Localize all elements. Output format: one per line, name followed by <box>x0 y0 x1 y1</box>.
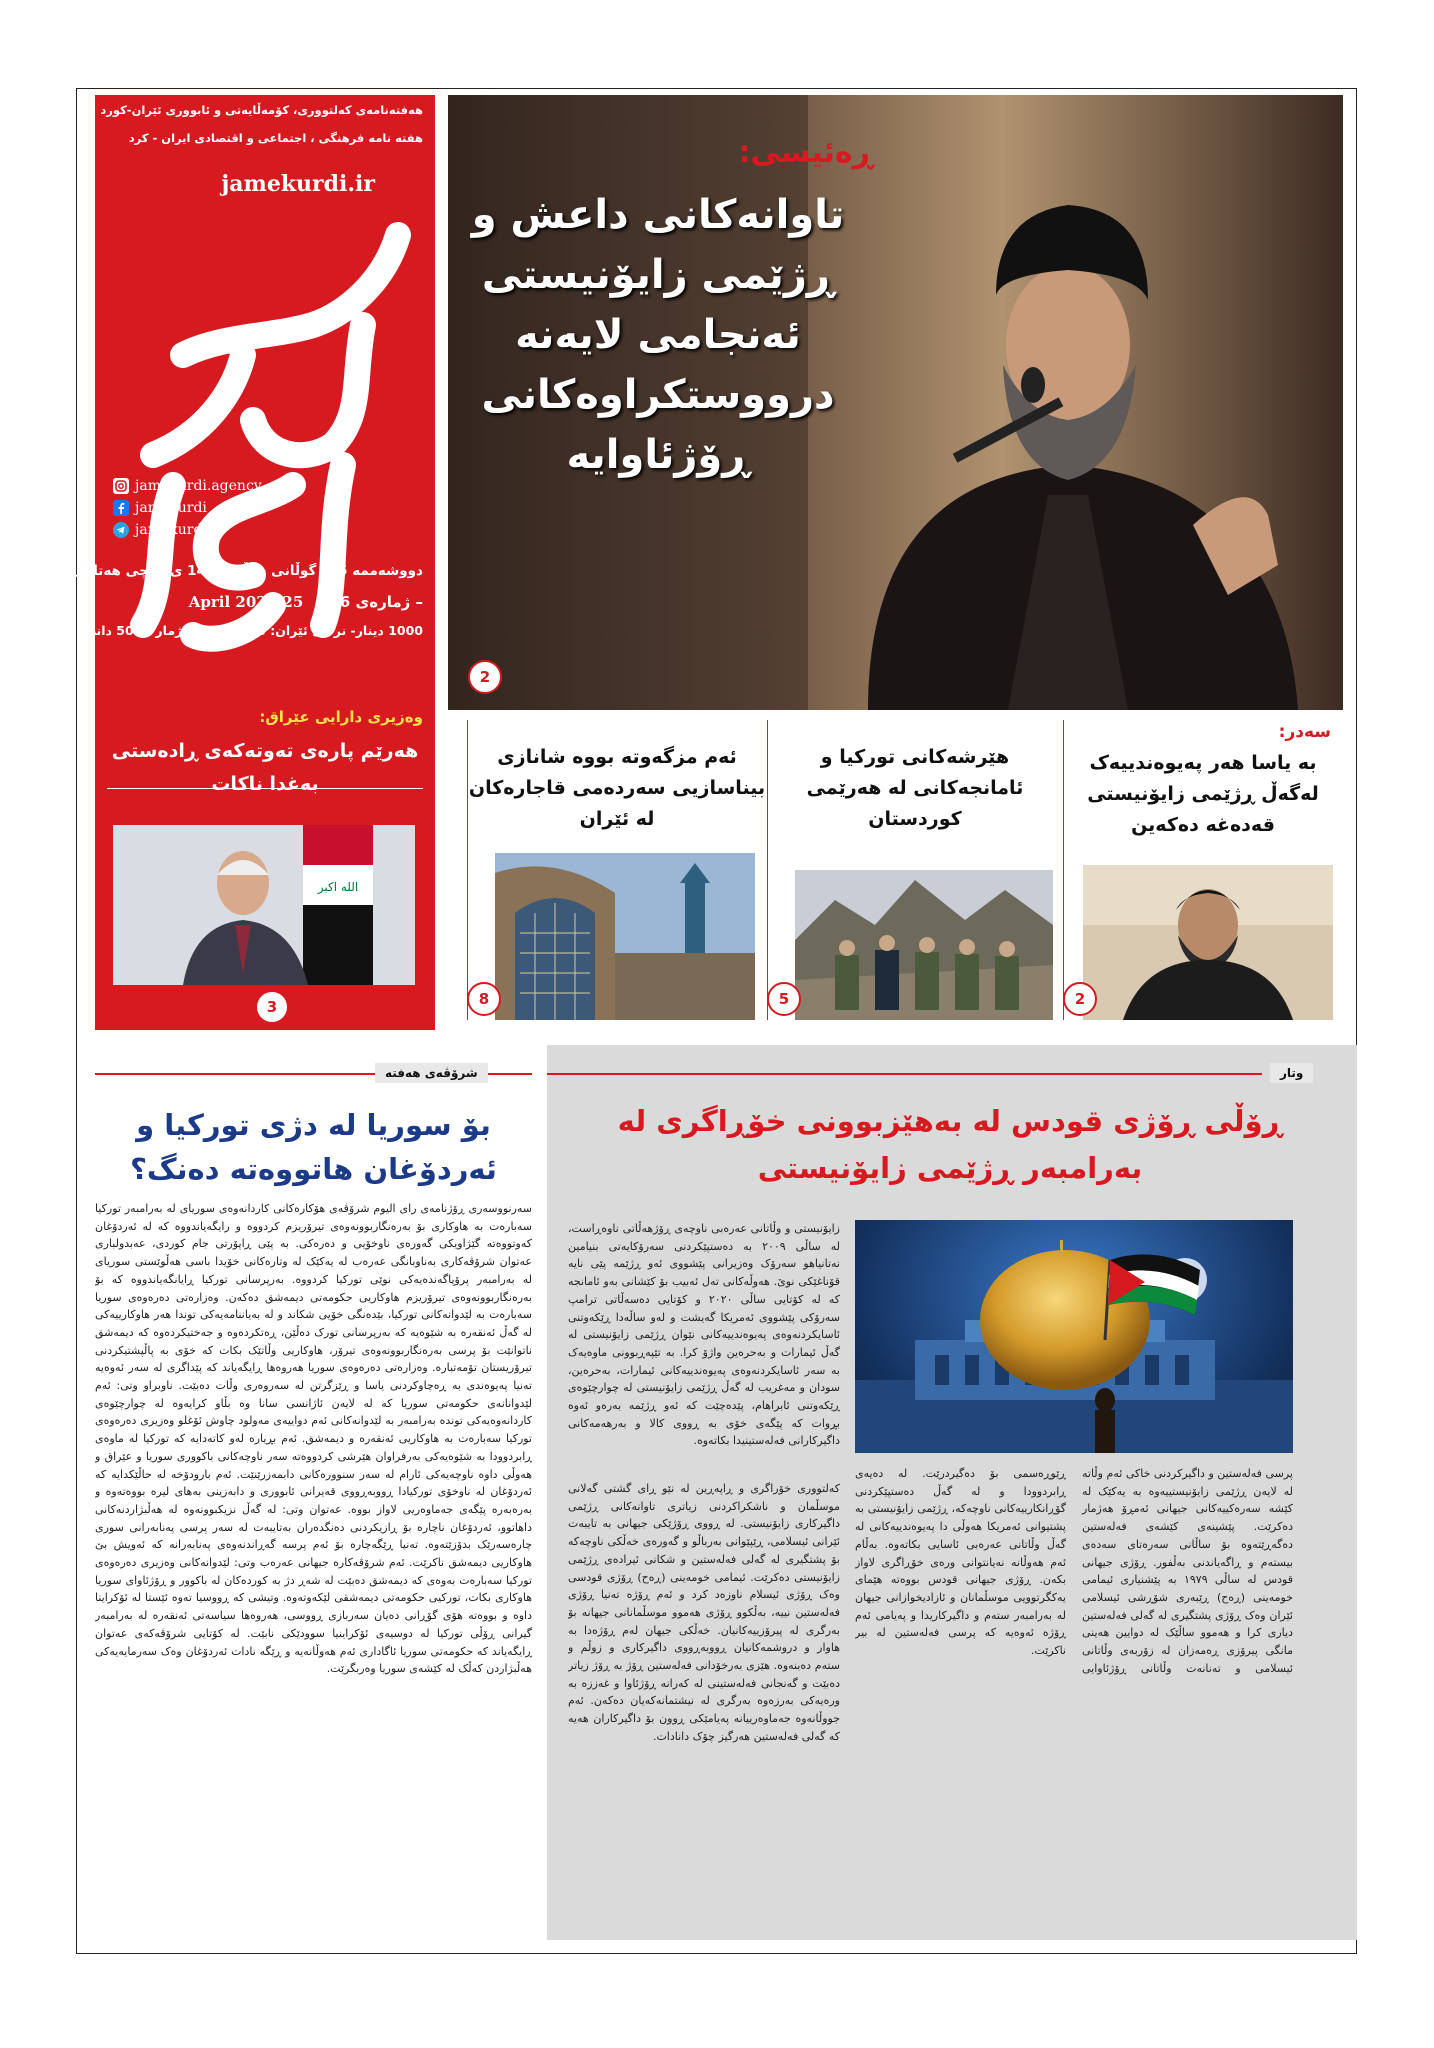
hero-page-badge[interactable]: 2 <box>468 660 502 694</box>
facebook-link[interactable] <box>113 500 207 516</box>
opinion-tag: وتار <box>1270 1063 1313 1083</box>
opinion-column-right: پرسی فەلەستین و داگیرکردنی خاکی ئەم وڵاتە لە لایەن ڕژێمی زایۆنیستییەوە بە یەکێک لە کێشە سەرەکییەکانی جیهانی ئەمڕۆ هەژمار دەکرێت. پێشینەی کێشەی فەلەستین دەگەڕێتەوە بۆ ساڵانی سەرەتای سەدەی بیستەم و ڕاگەیاندنی بەڵفور. ڕۆژی جیهانی قودس لە ساڵی ١٩٧٩ بە پێشنیاری ئیمامی خومەینی (ڕەح) ڕێبەری شۆڕشی ئیسلامی ئێران وەک ڕۆژی پشتگیری لە گەلی فەلەستین دیاری کرا و هەموو ساڵێک لە دوایین هەینی مانگی پیرۆزی ڕەمەزان لە زۆربەی وڵاتانی ئیسلامی و تەنانەت وڵاتانی ڕۆژئاوایی ڕێوڕەسمی بۆ دەگیردرێت. لە دەیەی ڕابردوودا و لە گەڵ دەستپێکردنی گۆڕانکارییەکانی ناوچەکە، ڕژێمی زایۆنیستی بە پشتیوانی ئەمریکا هەوڵی دا پەیوەندییەکانی لە گەڵ وڵاتانی عەرەبی ئاسایی بکاتەوە. بەڵام ئەم هەوڵانە نەیانتوانی ورەی خۆڕاگری لاواز بکەن. ڕۆژی جیهانی قودس بووەتە هێمای یەکگرتوویی موسڵمانان و ئازادیخوازانی جیهان لە بەرامبەر ستەم و داگیرکاریدا و پەیامی ئەم ڕۆژە ئەوەیە کە پرسی فەلەستین لە بیر ناکرێت. <box>855 1467 1293 1675</box>
teaser-page-badge[interactable]: 8 <box>467 982 501 1016</box>
side-article-title[interactable]: هەرێم پارەی تەوتەکەی ڕادەستی بەغدا ناکات <box>111 740 419 795</box>
mosque-photo <box>495 853 755 1020</box>
telegram-link[interactable] <box>113 522 207 538</box>
side-article-label: وەزیری دارایی عێراق: <box>259 708 423 726</box>
issue-date-kurdish: دووشەممە 5 ی گوڵانی ساڵی 1401 ی کۆچی هەتاوی <box>72 563 423 579</box>
minister-photo <box>113 825 415 985</box>
weekly-analysis-tag: شرۆڤەی هەفتە <box>375 1063 488 1083</box>
hero-label: ڕەئیسی: <box>738 135 873 170</box>
teaser-sadr[interactable] <box>1063 720 1343 1020</box>
opinion-column-left: کەلتووری خۆراگری و ڕاپەڕین لە نێو ڕای گشتی گەلانی موسڵمان و ناشکراکردنی زیاتری تاوانەکانی ڕژێمی داگیرکاری زایۆنیستی. لە ڕووی ڕۆژێکی جیهانی بە تایبەت ئێرانی ئیسلامی، ڕێپێوانی بەرباڵو و گەورەی خەڵکی ناوچەکە بۆ پشتگیری لە گەلی فەلەستین و شکانی ئیرادەی ڕژێمی زایۆنیستی دەکرێت. ئیمامی خومەینی (ڕەح) ڕۆژی قودسی وەک ڕۆژی ئیسلام ناوزەد کرد و ئەم ڕۆژە تەنیا ڕۆژی فەلەستین نییە، بەڵکوو ڕۆژی هەموو موسڵمانانی جیهانە بۆ بەرگری لە پیرۆزییەکانیان. خەڵکی جیهان لەم ڕۆژەدا بە هاوار و دروشمەکانیان ڕووبەڕووی داگیرکاری و زوڵم و ستەم دەبنەوە. هێزی بەرخۆدانی فەلەستین ڕۆژ بە ڕۆژ زیاتر دەبێت و گەنجانی فەلەستینی لە کەرانە ڕۆژئاوا و غەززە بە ورەیەکی بەرزەوە بەرگری لە نیشتمانەکەیان دەکەن. ئەم جووڵانەوە جەماوەرییانە پەیامێکی ڕوون بۆ داگیرکاران هەیە کە گەلی فەلەستین هەرگیز چۆک دانادات. <box>568 1482 840 1743</box>
instagram-link[interactable] <box>113 478 262 494</box>
weekly-analysis-body: سەرنووسەری ڕۆژنامەی رای الیوم شرۆڤەی هۆکارەکانی کاردانەوەی سوریای لە بەرامبەر تورکیا سەبارەت بە هاوکاری بۆ بەرەنگاربوونەوەی تیرۆریزم کردووە و رایگەیاندووە کە لە ئەردۆغان کەوتووەتە گێژاویکی گەورەی ناوخۆیی و دەرەکی. بە پێی ڕاپۆرتی جام کوردی، عەبدولباری عەتوان شرۆڤەکاری بەناوبانگی عەرەب لە یەکێک لە وتارەکانی خۆیدا باسی هەڵوێستی سوریای لە بەرامبەر پرۆپاگەندەیەکی نوێی تورکیا کردووە. بەرپرسانی تورکیا ڕایانگەیاندووە کە بۆ بەرەنگاربوونەوەی تیرۆریزم هاوکاریی حکومەتی دیمەشق دەکەن. وەزارەتی دەرەوەی سوریا سەبارەت بە لێدوانەکانی تورکیا، بێدەنگی خۆیی شکاند و لە بەیاننامەیەکی توندا هەر هاوکارییەکی لە گەڵ ئەنقەرە بە شێوەیە کە بەرپرسانی تورک دەڵێن، ڕەتکردەوە و جەختیکردەوە کە دیمەشق ناتوانێت بۆ پرسی بەرەنگاربوونەوەی تیرۆر، هاوکاریی وڵاتێک بکات کە خۆی بە پاڵپشتیکردنی تیرۆریستان تۆمەتبارە. وەزارەتی دەرەوەی سوریا هەروەها ڕایگەیاند کە پێداگری لە سەر ئەوەیە تەنیا پەیوەندی بە ڕەچاوکردنی یاسا و ڕێزگرتن لە سەروەری وڵات دەبێت. ناوبراو وتی: ئەم لێدوانانەی حکومەتی سوریا کە لە لایەن ئاژانسی سانا وە بڵاو کرایەوە لە چوارچێوەی کاردانەوەیەکی توندە بەرامبەر بە لێدوانەکانی ئەم دواییەی مەولود چاوش ئۆغلو وەزیری دەرەوەی تورکیا سەبارەت بە هاوکاریی ئەنقەرە و دیمەشق. ئەم بڕیارە لەو کاتەدایە کە تورکیا لە ماوەی ڕابردوودا بە شێوەیەکی بەرفراوان هێرشی کردووەتە سەر ناوچەکانی باکووری سوریا و عێراق و هەوڵی داوە ناوچەیەکی ئارام لە سەر سنوورەکانی دابمەزرێنێت. ئەم بارودۆخە لە حاڵێکدایە کە ئەردۆغان لە ناوخۆی تورکیادا ڕووبەڕووی قەیرانی ئابووری و دابەزینی بەهای لیرە بووەتەوە و بەرەبەرە پێگەی جەماوەریی لاواز بووە. عەتوان وتی: لە گەڵ نزیکبوونەوە لە هەڵبژاردنەکانی داهاتوو، ئەردۆغان ناچارە بۆ ڕازیکردنی دەنگدەران بەتایبەت لە سەر پرسی پەنابەرانی سوری چارەسەرێک بدۆزێتەوە. تەنیا ڕێگەچارە بۆ ئەم پرسە گەڕاندنەوەی پەنابەرانە کە ئەویش بێ هاوکاریی دیمەشق ناکرێت. ئەم شرۆڤەکارە جیهانی عەرەب وتی: لێدوانەکانی وەزیری دەرەوەی تورکیا سەبارەت بەوەی کە دیمەشق دەبێت لە شەڕ دژ بە کوردەکان لە باکوور و ڕۆژئاوای سوریا هاوکاری بکات، تورکیی حکومەتی دیمەشقی لێکەوتەوە. وتیشی کە ڕووسیا تەوە ئێستا لە ئۆکراینا داوە و بووەتە هۆی گۆڕانی دەیان سەربازی ڕووسی، هەروەها سیاسەتی ئەنقەرە لە بەرامبەر گیرانی ڕۆڵی تورکیا لە دوسیەی ئۆکراینیا سوودێکی نابێت. لە کۆتایی شرۆڤەکەی عەتوان ڕایگەیاند کە حکومەتی سوریا ئاگاداری ئەم هەوڵانەیە و ڕێگە نادات ئەردۆغان وەک سەرمایەیەکی هەڵبژاردن کەڵک لە کێشەی سوریا وەربگرێت. <box>95 1202 532 1676</box>
opinion-intro-text: زایۆنیستی و وڵاتانی عەرەبی ناوچەی ڕۆژهەڵاتی ناوەڕاست، لە ساڵی ٢٠٠٩ بە دەستپێکردنی سەرۆکایەتی بنیامین نەتانیاهو سەرۆک وەزیرانی پێشووی ئەو ڕژێمە پێی نایە قۆناغێکی نوێ. هەوڵەکانی تەل ئەبیب بۆ کێشانی بەو ئامانجە کە لە کۆتایی ساڵی ٢٠٢٠ و کۆتایی دەسەڵاتی ترامپ سەرۆکی پێشووی ئەمریکا گەیشت و لەو ساڵەدا ڕێکەوتنی ئاسایکردنەوەی پەیوەندییەکانی نێوان ڕژێمی زایۆنیستی لە گەڵ ئیمارات و بەحرەین واژۆ کرا. بە تێپەڕبوونی ماوەیەک بە سەر ئاسایکردنەوەی پەیوەندییەکانی ئیمارات، بەحرەین، سودان و مەغریب لە گەڵ ڕژێمی زایۆنیستی لە چوارچێوەی ڕێکەوتنی ئابراهام، پێدەچێت کە ئەو ڕژێمە بەرەو ئەوە بڕوات کە پێگەی خۆی بە ڕووی کالا و بەرهەمەکانی داگیرکارانی فەلەستینیدا بکاتەوە. <box>568 1222 840 1448</box>
hero-headline[interactable]: تاوانەکانی داعش و ڕژێمی زایۆنیستی ئەنجامی لایەنە درووستکراوەکانی ڕۆژئاوایە <box>471 192 845 478</box>
telegram-icon <box>113 522 129 538</box>
svg-text:جام کوردی: جام کوردی <box>113 660 118 661</box>
svg-text:الله اكبر: الله اكبر <box>317 880 359 894</box>
sadr-photo <box>1083 865 1333 1020</box>
section-rule <box>547 1073 1262 1075</box>
website-link[interactable]: jamekurdi.ir <box>221 171 375 197</box>
soldiers-photo <box>795 870 1053 1020</box>
teaser-page-badge[interactable]: 2 <box>1063 982 1097 1016</box>
hero-photo <box>448 95 1343 710</box>
masthead-subtitle-kurdish: هەفتەنامەی کەلتووری، کۆمەڵایەتی و ئابووری ئێران-کورد <box>100 103 423 117</box>
issue-number-row <box>189 593 423 611</box>
teaser-title: بە یاسا هەر پەیوەندییەک لەگەڵ ڕژێمی زایۆنیستی قەدەغە دەکەین <box>1087 752 1319 836</box>
facebook-icon <box>113 500 129 516</box>
masthead <box>72 95 435 1030</box>
facebook-handle: jamekurdi <box>135 500 207 516</box>
teaser-title: ئەم مزگەوتە بووە شانازی بیناسازیی سەردەمی قاجارەکان لە ئێران <box>468 746 766 830</box>
teaser-title: هێرشەکانی تورکیا و ئامانجەکانی لە هەرێمی کوردستان <box>806 746 1024 830</box>
opinion-title[interactable]: ڕۆڵی ڕۆژی قودس لە بەهێزبوونی خۆڕاگری لە بەرامبەر ڕژێمی زایۆنیستی <box>617 1104 1283 1185</box>
teaser-page-badge[interactable]: 5 <box>767 982 801 1016</box>
issue-price: 1000 دینار- نرخی ئێران: 500 تمەن- تەژمار 5000 دانە <box>88 623 423 638</box>
weekly-analysis-title[interactable]: بۆ سوریا لە دژی تورکیا و ئەردۆغان هاتووەتە دەنگ؟ <box>130 1108 497 1186</box>
teaser-label: سەدر: <box>1278 722 1331 742</box>
instagram-icon <box>113 478 129 494</box>
teaser-turkey[interactable] <box>767 720 1063 1020</box>
masthead-subtitle-persian: هفته نامه فرهنگی ، اجتماعی و اقتصادی ایران - کرد <box>128 131 423 145</box>
teaser-mosque[interactable] <box>467 720 767 1020</box>
instagram-handle: jamekurdi.agency <box>135 478 262 494</box>
telegram-handle: jamekurdi <box>135 522 207 538</box>
issue-number: – ژمارەی 276 <box>318 593 423 611</box>
al-aqsa-illustration <box>855 1220 1293 1453</box>
side-article-page-badge[interactable]: 3 <box>255 990 289 1024</box>
issue-date-english: 25 April 2022 <box>188 593 304 611</box>
